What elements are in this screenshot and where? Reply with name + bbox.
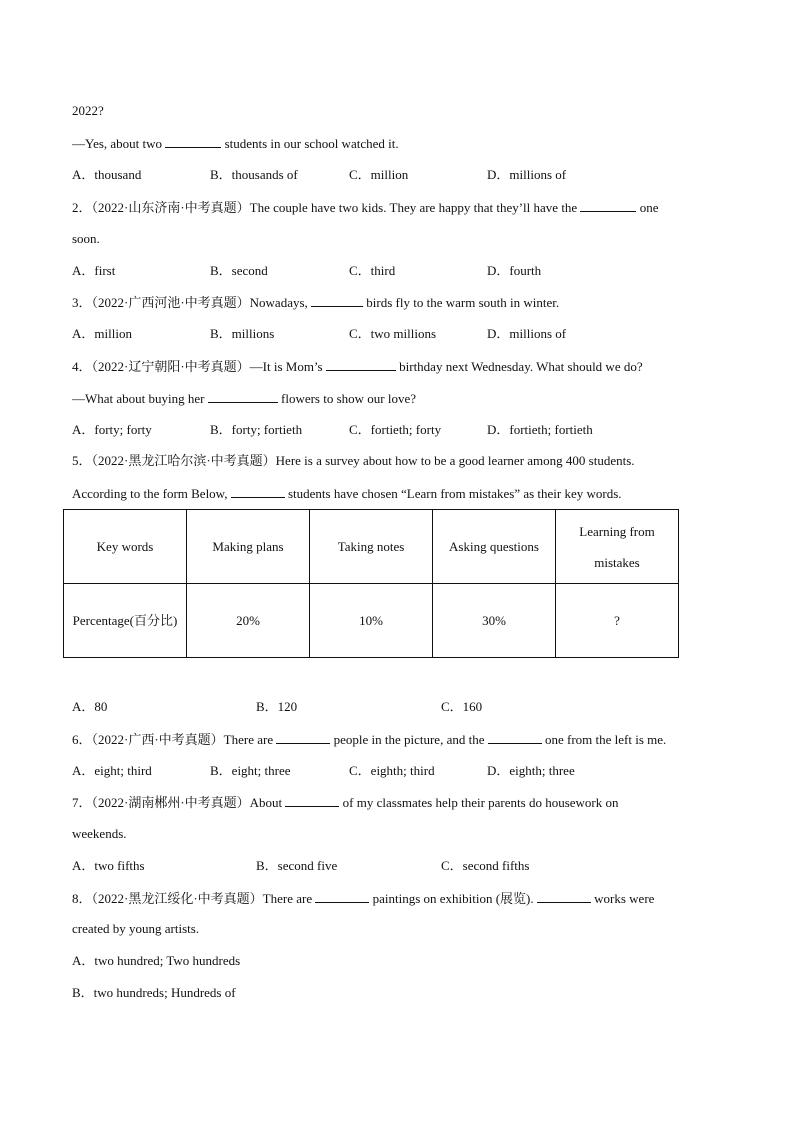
answer-blank [326,358,396,371]
table-cell: 30% [433,584,556,658]
q1-option-d: D．millions of [487,167,567,182]
q3-option-c: C．two millions [349,326,437,341]
q7-stem-post: of my classmates help their parents do housework on [339,795,619,810]
q2-stem [72,199,658,216]
q7-option-a: A．two fifths [72,858,145,873]
q8-stem-text: 8．（2022·黑龙江绥化·中考真题）There are [72,891,316,906]
q6-stem-post: one from the left is me. [541,732,667,747]
q3-stem [72,294,559,311]
table-cell: Learning from mistakes [556,510,679,584]
q2-stem-text: 2．（2022·山东济南·中考真题）The couple have two kids. They are happy that they’ll have the [72,200,581,215]
q5-stem-line2-pre: According to the form Below, [72,486,231,501]
table-cell: Taking notes [310,510,433,584]
q3-stem-text: 3．（2022·广西河池·中考真题）Nowadays, [72,295,312,310]
table-cell: Making plans [187,510,310,584]
q1-option-a: A．thousand [72,167,142,182]
q4-option-a: A．forty; forty [72,422,152,437]
q8-stem-mid: paintings on exhibition (展览). [369,891,537,906]
q8-option-a: A．two hundred; Two hundreds [72,953,241,968]
q1-answer-text-pre: —Yes, about two [72,136,166,151]
q3-option-b: B．millions [210,326,275,341]
table-header-row [64,510,679,584]
answer-blank [488,731,542,744]
q1-option-c: C．million [349,167,409,182]
q4-answer-text-post: flowers to show our love? [277,391,417,406]
q5-stem-line2 [72,485,622,502]
answer-blank [580,199,636,212]
q3-option-a: A．million [72,326,132,341]
q8-option-b: B．two hundreds; Hundreds of [72,985,236,1000]
answer-blank [208,390,278,403]
q8-stem [72,890,654,907]
q2-option-b: B．second [210,263,268,278]
q6-stem [72,731,666,748]
q4-stem-post: birthday next Wednesday. What should we do? [395,359,643,374]
q2-continuation: soon. [72,231,100,246]
q1-option-b: B．thousands of [210,167,298,182]
q7-stem-text: 7．（2022·湖南郴州·中考真题）About [72,795,286,810]
table-row [64,584,679,658]
q5-option-a: A．80 [72,699,108,714]
q5-stem-line2-post: students have chosen “Learn from mistakes” as their key words. [284,486,622,501]
q2-option-a: A．first [72,263,116,278]
q8-continuation: created by young artists. [72,921,200,936]
q1-continuation: 2022? [72,103,104,118]
q4-stem [72,358,643,375]
answer-blank [276,731,330,744]
q4-option-d: D．fortieth; fortieth [487,422,593,437]
q3-option-d: D．millions of [487,326,567,341]
table-cell: Key words [64,510,187,584]
q6-option-c: C．eighth; third [349,763,435,778]
table-cell: Percentage(百分比) [64,584,187,658]
q2-stem-post: one [636,200,659,215]
q6-option-b: B．eight; three [210,763,291,778]
q7-continuation: weekends. [72,826,127,841]
q4-option-c: C．fortieth; forty [349,422,442,437]
q2-option-d: D．fourth [487,263,542,278]
q1-answer-text-post: students in our school watched it. [221,136,399,151]
survey-table [63,509,679,658]
q6-stem-mid: people in the picture, and the [330,732,488,747]
q6-stem-text: 6．（2022·广西·中考真题）There are [72,732,277,747]
q4-option-b: B．forty; fortieth [210,422,303,437]
table-cell: ? [556,584,679,658]
q4-answer-text-pre: —What about buying her [72,391,208,406]
q7-stem [72,794,619,811]
q5-option-c: C．160 [441,699,483,714]
q3-stem-post: birds fly to the warm south in winter. [363,295,560,310]
q1-answer-line [72,135,399,152]
answer-blank [231,485,285,498]
q6-option-d: D．eighth; three [487,763,575,778]
q7-option-c: C．second fifths [441,858,530,873]
answer-blank [537,890,591,903]
q5-option-b: B．120 [256,699,298,714]
q4-stem-text: 4．（2022·辽宁朝阳·中考真题）—It is Mom’s [72,359,326,374]
q4-answer-line [72,390,416,407]
answer-blank [311,294,363,307]
answer-blank [285,794,339,807]
answer-blank [165,135,221,148]
answer-blank [315,890,369,903]
q8-stem-post: works were [590,891,655,906]
q7-option-b: B．second five [256,858,338,873]
table-cell: Asking questions [433,510,556,584]
q6-option-a: A．eight; third [72,763,152,778]
table-cell: 10% [310,584,433,658]
q5-stem: 5．（2022·黑龙江哈尔滨·中考真题）Here is a survey about how to be a good learner among 400 students. [72,453,635,468]
table-cell: 20% [187,584,310,658]
q2-option-c: C．third [349,263,396,278]
